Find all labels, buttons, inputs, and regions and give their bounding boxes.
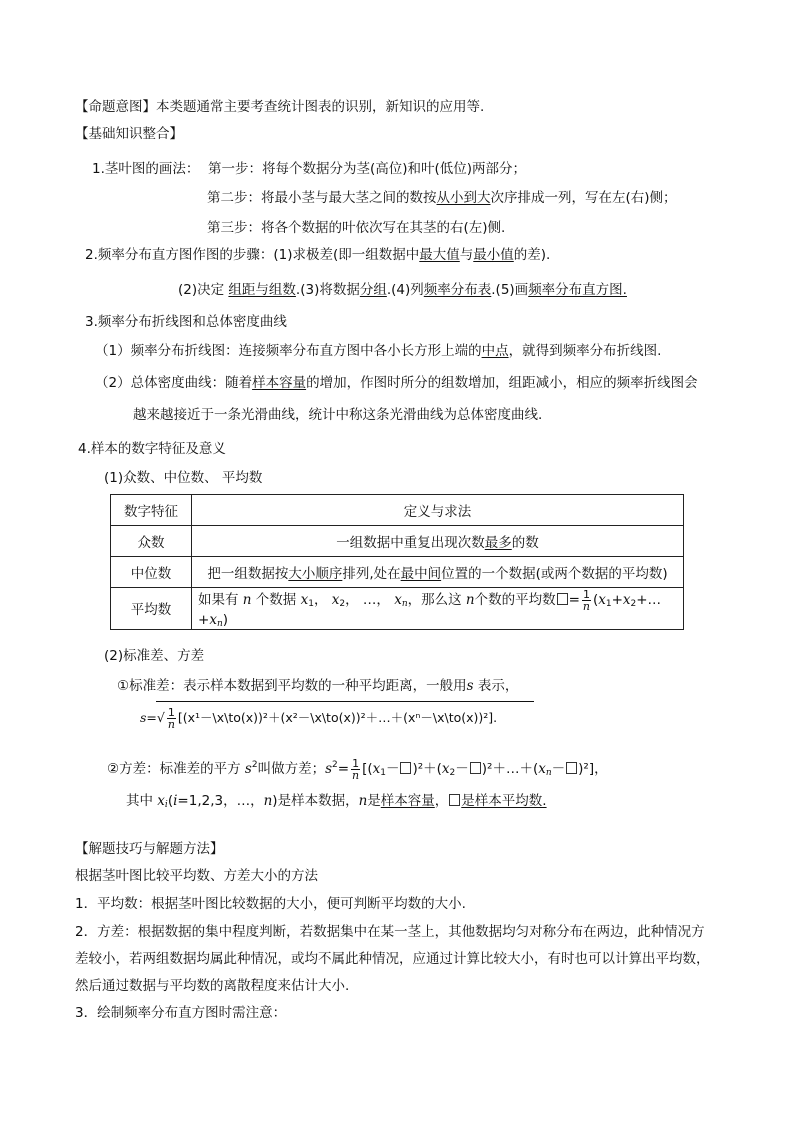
sqrt-bar: [156, 701, 534, 702]
plus: +: [611, 592, 623, 608]
vn-x: x: [157, 793, 165, 809]
hs-a2: 与: [459, 247, 474, 263]
sd-body: [(x¹－\x\to(x))²＋(x²－\x\to(x))²＋…＋(xⁿ－\x\to(x))²].: [177, 710, 498, 725]
f-eq: =: [146, 710, 157, 725]
vn-d1: 其中: [126, 793, 153, 809]
row-median-key: 中位数: [111, 557, 192, 588]
mean-v2: 个数据: [255, 592, 297, 608]
statistics-table: [110, 494, 684, 630]
var-num: 1: [352, 756, 360, 770]
fs2: 2: [630, 599, 637, 609]
vxn: x: [538, 761, 546, 777]
vn-i: i: [164, 800, 168, 810]
var-sup2: 2: [332, 760, 338, 770]
var-c2: 叫做方差；: [257, 761, 326, 777]
mode-v2: 的数: [511, 535, 539, 551]
mode-median-mean-heading: (1)众数、中位数、 平均数: [104, 470, 263, 486]
missing-glyph-icon: [566, 762, 577, 774]
variance-notes: [126, 792, 547, 814]
vb4: )²＋…＋(: [481, 761, 539, 777]
mean-v4: 个数的平均数: [474, 592, 556, 608]
var-den: n: [352, 768, 360, 782]
polyline-heading: 3.频率分布折线图和总体密度曲线: [85, 314, 287, 330]
dc-c2: 的增加，作图时所分的组数增加，组距减小，相应的频率折线图会: [306, 375, 698, 391]
vn-u2: 是样本平均数.: [461, 793, 547, 809]
sd-fraction: [167, 707, 176, 730]
median-vu1: 大小顺序: [288, 566, 343, 582]
pl-bu: 中点: [481, 343, 509, 359]
tech-line-f: 3．绘制频率分布直方图时需注意：: [75, 1005, 287, 1021]
fx2: x: [622, 592, 631, 608]
mean-n2: n: [465, 592, 475, 608]
tech-line-b: 1．平均数：根据茎叶图比较数据的大小，便可判断平均数的大小.: [75, 896, 466, 912]
mean-xn: x: [394, 592, 402, 608]
vb2b: －: [455, 761, 469, 777]
stem-leaf-step3: 第三步：将各个数据的叶依次写在其茎的右(左)侧.: [207, 220, 506, 236]
std-dev-def: [117, 677, 518, 695]
table-row: [111, 588, 684, 630]
eq: =: [568, 592, 580, 608]
step1-text: 第一步：将每个数据分为茎(高位)和叶(低位)两部分；: [207, 161, 527, 177]
hs-bu2: 分组: [359, 282, 387, 298]
sd-num: 1: [167, 706, 175, 719]
techniques-heading: 【解题技巧与解题方法】: [75, 841, 224, 857]
hs-b2: .(3)将数据: [295, 282, 360, 298]
density-def-line2: 越来越接近于一条光滑曲线，统计中称这条光滑曲线为总体密度曲线.: [133, 407, 543, 423]
vn-i2: i: [173, 793, 178, 809]
mode-v1: 一组数据中重复出现次数: [336, 535, 485, 551]
median-vu2: 最中间: [400, 566, 442, 582]
pl-b2: ，就得到频率分布折线图.: [508, 343, 662, 359]
pl-b1: （1）频率分布折线图：连接频率分布直方图中各小长方形上端的: [95, 343, 482, 359]
c1: ，: [313, 592, 328, 608]
table-header-feature: 数字特征: [111, 495, 192, 526]
vb2: －: [385, 761, 400, 777]
tech-line-e: 然后通过数据与平均数的离散程度来估计大小.: [75, 978, 350, 994]
sub1: 1: [308, 599, 314, 609]
basic-knowledge-heading: 【基础知识整合】: [75, 126, 183, 142]
step2-a: 第二步：将最小茎与最大茎之间的数按: [207, 190, 437, 206]
sub2: 2: [339, 599, 346, 609]
vx1: x: [372, 761, 381, 777]
vs2: 2: [449, 768, 456, 778]
fraction: [582, 589, 591, 612]
var-c1: ②方差：标准差的平方: [107, 761, 241, 777]
missing-glyph-icon: [470, 762, 481, 774]
intent-label: 【命题意图】: [75, 99, 156, 115]
hs-bu1: 组距与组数: [228, 282, 296, 298]
row-mean-key: 平均数: [111, 588, 192, 630]
var-s2: s: [325, 761, 333, 777]
var-eq: =: [337, 761, 350, 777]
variance-def: [107, 756, 608, 782]
open: (: [592, 592, 599, 608]
plus2: +…+: [198, 592, 662, 628]
step2-b: 次序排成一列，写在左(右)侧；: [490, 190, 677, 206]
table-row: [111, 557, 684, 588]
hs-a3: 的差).: [513, 247, 551, 263]
median-v2: 排列,处在: [342, 566, 401, 582]
mean-v3: ，那么这: [407, 592, 462, 608]
table-header-definition: 定义与求法: [192, 495, 684, 526]
stem-leaf-step2: [207, 189, 677, 207]
numeric-features-heading: 4.样本的数字特征及意义: [78, 441, 226, 457]
vb5: )²]，: [578, 761, 608, 777]
vn-d2: (: [167, 793, 174, 809]
missing-glyph-icon: [557, 593, 568, 605]
row-mode-key: 众数: [111, 526, 192, 557]
sd-b2: 表示，: [473, 678, 519, 694]
subn: n: [401, 599, 408, 609]
tech-line-c: 2．方差：根据数据的集中程度判断，若数据集中在某一茎上，其他数据均匀对称分布在两边，此种情况方: [75, 924, 705, 940]
median-v3: 位置的一个数据(或两个数据的平均数): [441, 566, 668, 582]
median-v1: 把一组数据按: [207, 566, 289, 582]
hs-b1: (2)决定: [178, 282, 229, 298]
stem-leaf-step1: [92, 160, 526, 178]
var-s: s: [244, 761, 252, 777]
tech-line-d: 差较小，若两组数据均属此种情况，或均不属此种情况，应通过计算比较大小，有时也可以计算出平均数，: [75, 951, 710, 967]
std-variance-heading: (2)标准差、方差: [104, 648, 205, 664]
frac-den: n: [582, 599, 590, 613]
vn-n2: n: [358, 793, 368, 809]
vx2: x: [441, 761, 450, 777]
tech-line-a: 根据茎叶图比较平均数、方差大小的方法: [75, 868, 318, 884]
dc-cu: 样本容量: [252, 375, 307, 391]
table-row: [111, 526, 684, 557]
hs-u2: 最小值: [473, 247, 514, 263]
hs-a1: 2.频率分布直方图作图的步骤：(1)求极差(即一组数据中: [85, 247, 420, 263]
vn-d3: =1,2,3，…，: [177, 793, 264, 809]
histogram-steps-line2: [178, 281, 627, 299]
vn-d6: ，: [434, 793, 449, 809]
dc-c1: （2）总体密度曲线：随着: [95, 375, 253, 391]
row-median-value: [192, 557, 684, 588]
c3: ，: [376, 592, 390, 608]
sd-den: n: [167, 718, 175, 731]
mean-x2: x: [331, 592, 340, 608]
intent-line: [75, 98, 484, 116]
frac-num: 1: [582, 587, 590, 601]
mode-vu: 最多: [484, 535, 512, 551]
vsn: n: [545, 768, 552, 778]
sd-b1: ①标准差：表示样本数据到平均数的一种平均距离，一般用: [117, 678, 467, 694]
c2: ，: [345, 592, 359, 608]
table-row: [111, 495, 684, 526]
hs-bu4: 频率分布直方图.: [528, 282, 627, 298]
stem-leaf-title: 1.茎叶图的画法：: [92, 161, 200, 177]
f-s: s: [140, 710, 147, 725]
missing-glyph-icon: [400, 762, 411, 774]
sd-s: s: [466, 678, 474, 694]
row-mode-value: [192, 526, 684, 557]
step2-underline: 从小到大: [436, 190, 491, 206]
hs-u1: 最大值: [419, 247, 460, 263]
fx1: x: [598, 592, 606, 608]
std-dev-formula: [140, 707, 497, 730]
hs-b4: .(5)画: [491, 282, 529, 298]
histogram-steps-line1: [85, 246, 550, 264]
vs1: 1: [380, 768, 386, 778]
fsn: n: [216, 618, 223, 629]
sqrt-sign-icon: √: [156, 710, 165, 725]
hs-bu3: 频率分布表: [423, 282, 492, 298]
fxn: x: [209, 611, 217, 628]
vb2c: －: [551, 761, 566, 777]
vb3: )²＋(: [412, 761, 442, 777]
vn-d4: )是样本数据，: [272, 793, 359, 809]
fs1: 1: [605, 599, 612, 609]
hs-b3: .(4)列: [386, 282, 424, 298]
mean-n: n: [242, 592, 252, 608]
vn-d5: 是: [367, 793, 381, 809]
polyline-def: [95, 342, 661, 360]
row-mean-value: [192, 588, 684, 630]
density-def-line1: [95, 374, 698, 392]
vn-u1: 样本容量: [380, 793, 435, 809]
vn-n: n: [263, 793, 273, 809]
missing-glyph-icon: [449, 794, 460, 806]
var-sup: 2: [251, 760, 258, 770]
mean-v1: 如果有: [198, 592, 239, 608]
mean-x1: x: [300, 592, 309, 608]
var-fraction: [351, 758, 360, 781]
vb1: [(: [362, 761, 373, 777]
intent-text: 本类题通常主要考查统计图表的识别，新知识的应用等.: [156, 99, 485, 115]
close: ): [222, 611, 229, 628]
dots: …: [362, 592, 377, 608]
